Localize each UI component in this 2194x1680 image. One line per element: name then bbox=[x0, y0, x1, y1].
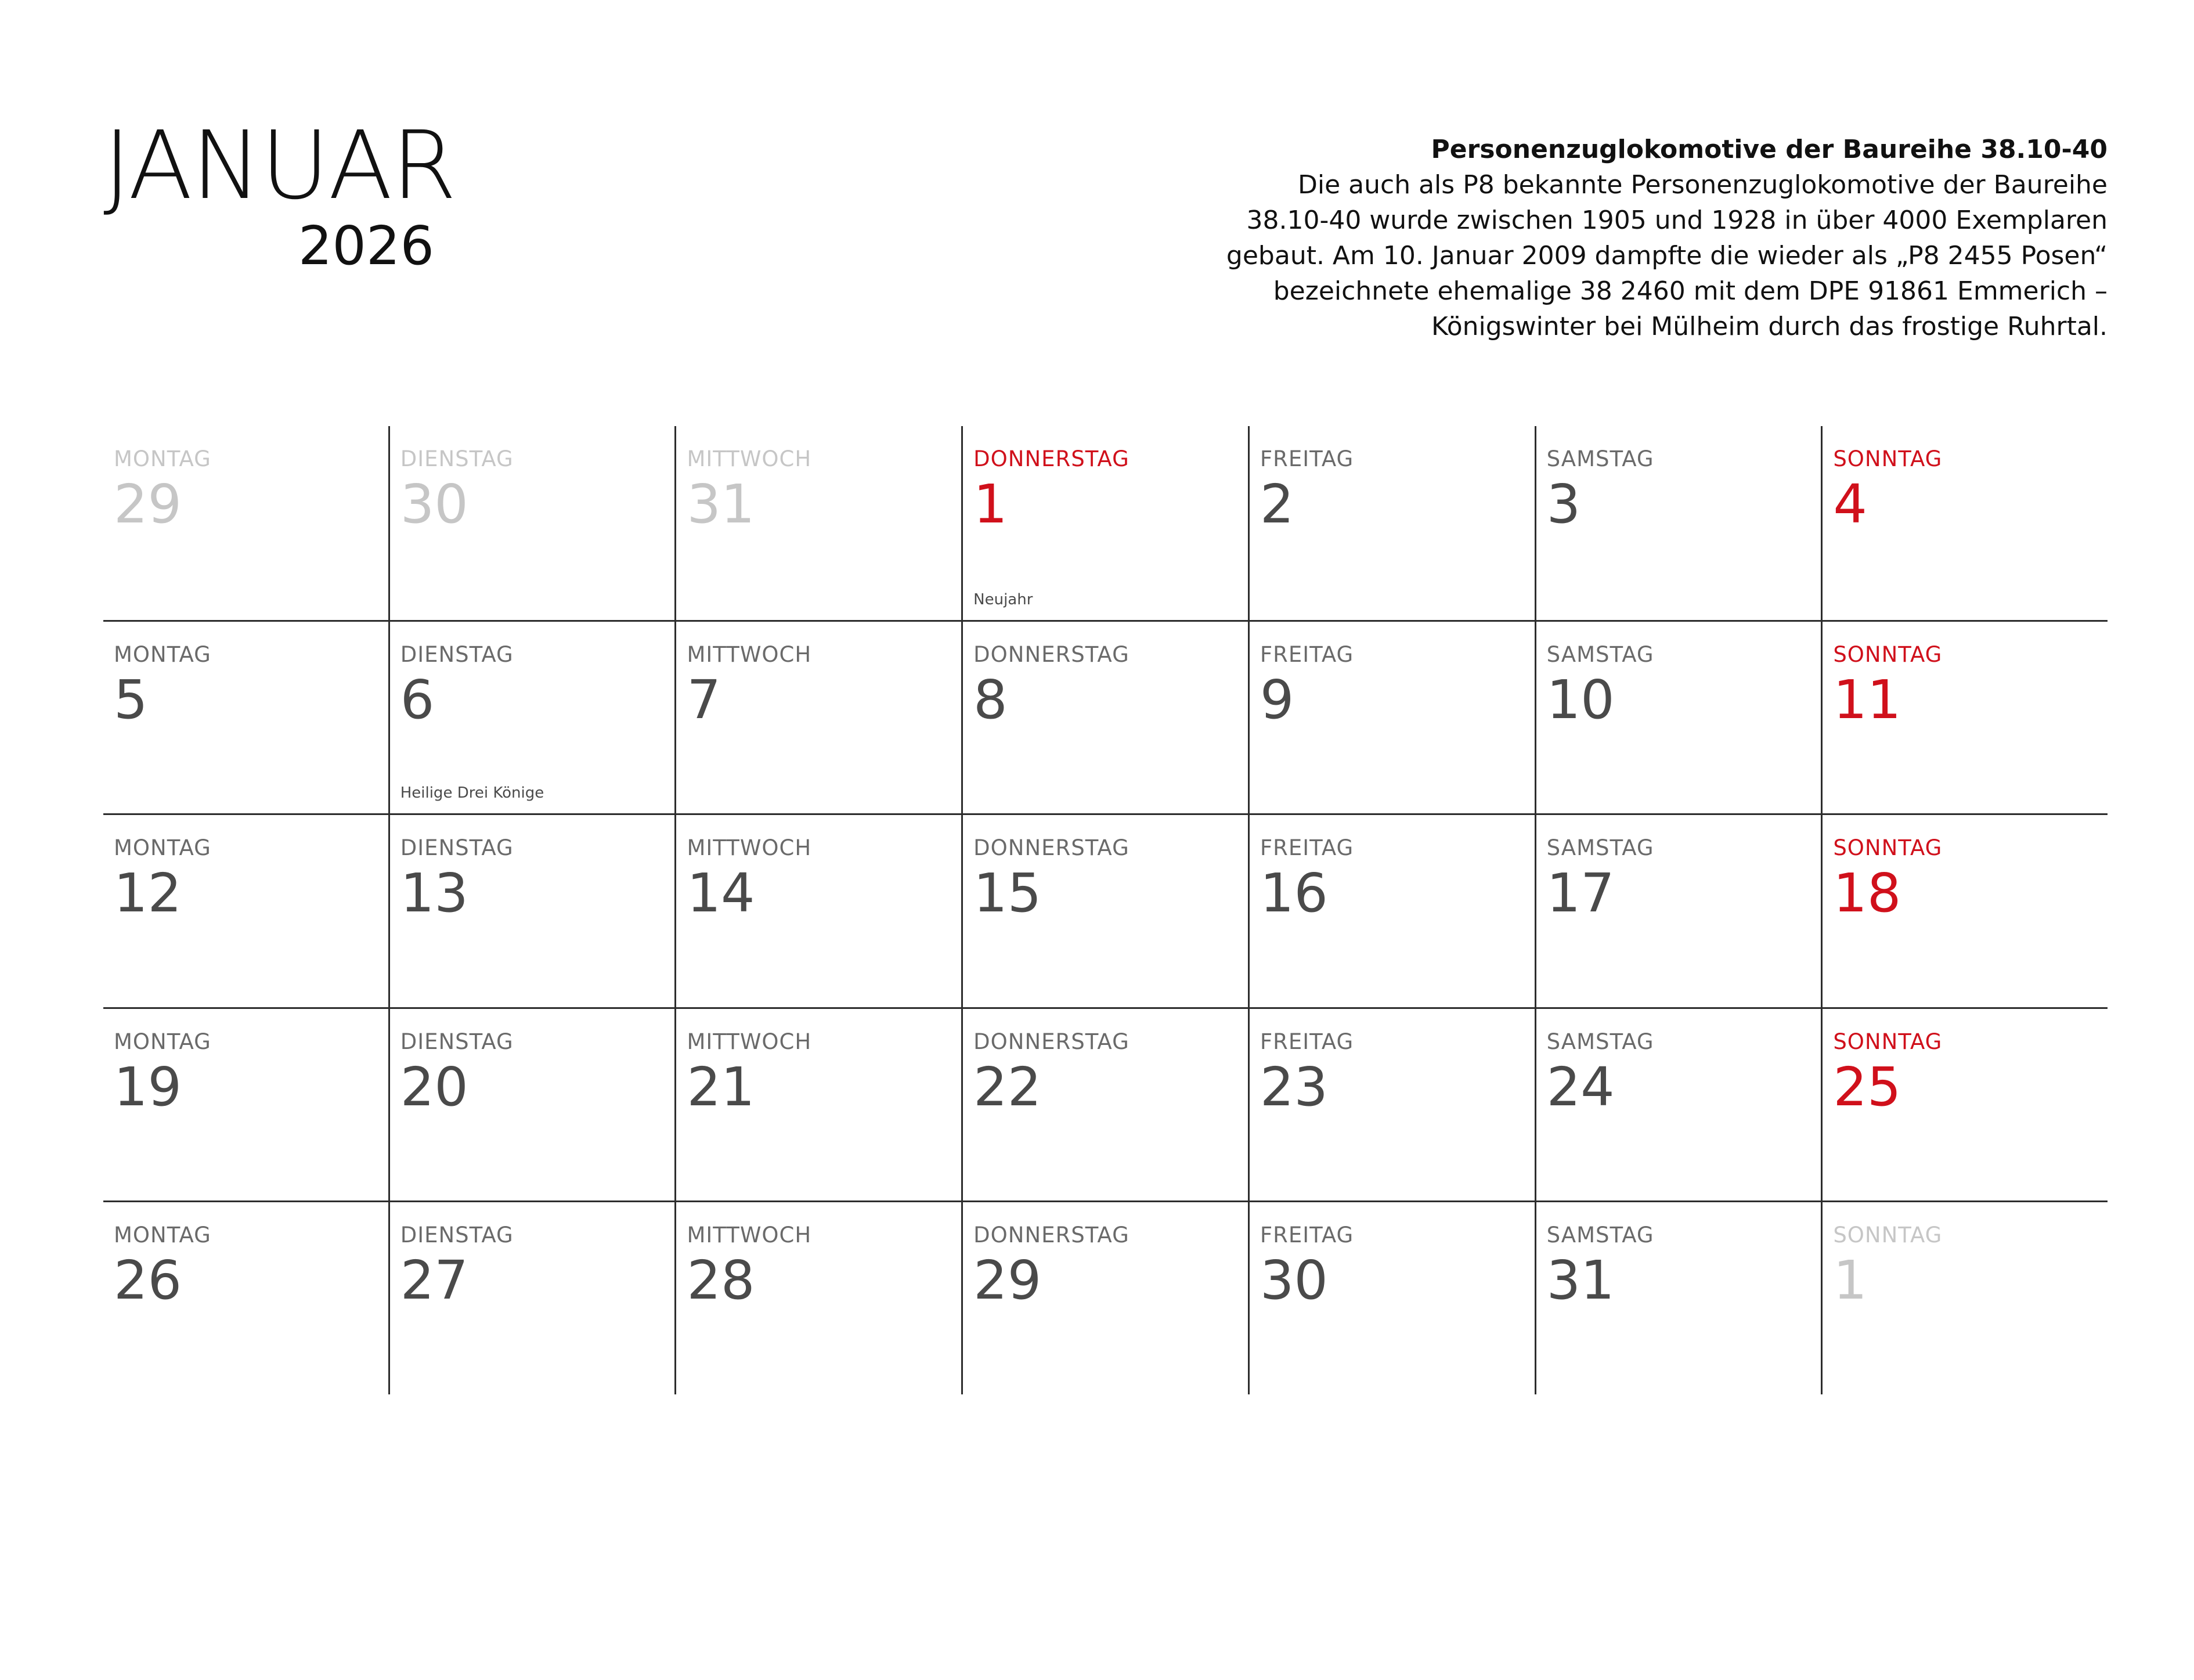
calendar-day-cell bbox=[103, 1202, 388, 1394]
calendar-day-cell bbox=[1535, 426, 1821, 620]
day-number: 4 bbox=[1833, 473, 1867, 535]
weekday-label: DONNERSTAG bbox=[973, 1029, 1130, 1054]
day-number: 2 bbox=[1260, 473, 1294, 535]
calendar-day-cell bbox=[1248, 1009, 1535, 1201]
weekday-label: DONNERSTAG bbox=[973, 446, 1130, 471]
day-number: 22 bbox=[973, 1055, 1042, 1118]
holiday-note: Heilige Drei Könige bbox=[400, 784, 544, 802]
day-number: 16 bbox=[1260, 862, 1328, 925]
weekday-label: SONNTAG bbox=[1833, 1223, 1943, 1248]
weekday-label: MITTWOCH bbox=[687, 641, 812, 667]
info-line: gebaut. Am 10. Januar 2009 dampfte die wieder als „P8 2455 Posen“ bbox=[1226, 241, 2108, 271]
day-number: 10 bbox=[1546, 668, 1615, 731]
year-label: 2026 bbox=[298, 215, 434, 277]
calendar-week-row bbox=[103, 1200, 2108, 1394]
weekday-label: MITTWOCH bbox=[687, 835, 812, 861]
weekday-label: MONTAG bbox=[114, 1029, 211, 1054]
day-number: 24 bbox=[1546, 1055, 1615, 1118]
calendar-day-cell bbox=[674, 1009, 961, 1201]
calendar-day-cell bbox=[961, 426, 1248, 620]
calendar-day-cell bbox=[1248, 815, 1535, 1007]
calendar-day-cell bbox=[1821, 1009, 2108, 1201]
day-number: 28 bbox=[687, 1249, 755, 1312]
calendar-day-cell bbox=[1821, 622, 2108, 814]
weekday-label: MITTWOCH bbox=[687, 1029, 812, 1054]
day-number: 26 bbox=[114, 1249, 182, 1312]
day-number: 1 bbox=[973, 473, 1008, 535]
weekday-label: SAMSTAG bbox=[1546, 1029, 1654, 1054]
calendar-day-cell bbox=[1821, 815, 2108, 1007]
weekday-label: MONTAG bbox=[114, 1223, 211, 1248]
day-number: 3 bbox=[1546, 473, 1581, 535]
weekday-label: DONNERSTAG bbox=[973, 835, 1130, 861]
weekday-label: DIENSTAG bbox=[400, 835, 514, 861]
calendar-day-cell bbox=[1248, 622, 1535, 814]
weekday-label: SAMSTAG bbox=[1546, 641, 1654, 667]
weekday-label: FREITAG bbox=[1260, 1223, 1354, 1248]
day-number: 30 bbox=[1260, 1249, 1328, 1312]
day-number: 11 bbox=[1833, 668, 1901, 731]
info-box bbox=[1179, 132, 2108, 344]
day-number: 23 bbox=[1260, 1055, 1328, 1118]
calendar-week-row bbox=[103, 813, 2108, 1007]
weekday-label: FREITAG bbox=[1260, 835, 1354, 861]
calendar-day-cell bbox=[388, 426, 675, 620]
weekday-label: SONNTAG bbox=[1833, 446, 1943, 471]
day-number: 31 bbox=[1546, 1249, 1615, 1312]
calendar-day-cell bbox=[103, 815, 388, 1007]
day-number: 13 bbox=[400, 862, 468, 925]
day-number: 29 bbox=[114, 473, 182, 535]
day-number: 21 bbox=[687, 1055, 755, 1118]
calendar-day-cell bbox=[1535, 622, 1821, 814]
day-number: 25 bbox=[1833, 1055, 1901, 1118]
calendar-day-cell bbox=[674, 815, 961, 1007]
calendar-day-cell bbox=[961, 1009, 1248, 1201]
day-number: 27 bbox=[400, 1249, 468, 1312]
weekday-label: SONNTAG bbox=[1833, 1029, 1943, 1054]
day-number: 20 bbox=[400, 1055, 468, 1118]
weekday-label: DIENSTAG bbox=[400, 446, 514, 471]
weekday-label: MONTAG bbox=[114, 641, 211, 667]
weekday-label: DONNERSTAG bbox=[973, 1223, 1130, 1248]
calendar-day-cell bbox=[1535, 1202, 1821, 1394]
day-number: 17 bbox=[1546, 862, 1615, 925]
calendar-week-row bbox=[103, 426, 2108, 620]
calendar-week-row bbox=[103, 1007, 2108, 1201]
holiday-note: Neujahr bbox=[973, 590, 1033, 608]
day-number: 6 bbox=[400, 668, 435, 731]
info-body bbox=[1179, 167, 2108, 344]
calendar-day-cell bbox=[1535, 1009, 1821, 1201]
day-number: 9 bbox=[1260, 668, 1294, 731]
calendar-grid bbox=[103, 426, 2108, 1394]
calendar-day-cell bbox=[1535, 815, 1821, 1007]
weekday-label: SAMSTAG bbox=[1546, 1223, 1654, 1248]
calendar-day-cell bbox=[674, 622, 961, 814]
info-line: Die auch als P8 bekannte Personenzuglokomotive der Baureihe bbox=[1298, 170, 2108, 200]
calendar-day-cell bbox=[388, 1009, 675, 1201]
weekday-label: MITTWOCH bbox=[687, 446, 812, 471]
day-number: 31 bbox=[687, 473, 755, 535]
calendar-day-cell bbox=[1821, 426, 2108, 620]
day-number: 15 bbox=[973, 862, 1042, 925]
weekday-label: SAMSTAG bbox=[1546, 835, 1654, 861]
weekday-label: DONNERSTAG bbox=[973, 641, 1130, 667]
weekday-label: DIENSTAG bbox=[400, 641, 514, 667]
weekday-label: SONNTAG bbox=[1833, 641, 1943, 667]
weekday-label: FREITAG bbox=[1260, 641, 1354, 667]
weekday-label: DIENSTAG bbox=[400, 1029, 514, 1054]
weekday-label: MITTWOCH bbox=[687, 1223, 812, 1248]
day-number: 30 bbox=[400, 473, 468, 535]
month-title: JANUAR bbox=[103, 111, 456, 221]
calendar-day-cell bbox=[961, 622, 1248, 814]
weekday-label: MONTAG bbox=[114, 446, 211, 471]
info-line: 38.10-40 wurde zwischen 1905 und 1928 in über 4000 Exemplaren bbox=[1246, 206, 2108, 235]
weekday-label: MONTAG bbox=[114, 835, 211, 861]
info-line: Königswinter bei Mülheim durch das frostige Ruhrtal. bbox=[1431, 312, 2108, 341]
calendar-day-cell bbox=[674, 1202, 961, 1394]
weekday-label: SAMSTAG bbox=[1546, 446, 1654, 471]
day-number: 8 bbox=[973, 668, 1008, 731]
calendar-day-cell bbox=[103, 1009, 388, 1201]
day-number: 5 bbox=[114, 668, 148, 731]
calendar-day-cell bbox=[1248, 1202, 1535, 1394]
info-title: Personenzuglokomotive der Baureihe 38.10-40 bbox=[1431, 135, 2108, 164]
calendar-day-cell bbox=[388, 815, 675, 1007]
calendar-day-cell bbox=[674, 426, 961, 620]
weekday-label: FREITAG bbox=[1260, 446, 1354, 471]
calendar-day-cell bbox=[1248, 426, 1535, 620]
calendar-day-cell bbox=[388, 1202, 675, 1394]
calendar-day-cell bbox=[388, 622, 675, 814]
calendar-day-cell bbox=[103, 426, 388, 620]
day-number: 19 bbox=[114, 1055, 182, 1118]
calendar-week-row bbox=[103, 620, 2108, 814]
calendar-day-cell bbox=[961, 815, 1248, 1007]
day-number: 14 bbox=[687, 862, 755, 925]
weekday-label: DIENSTAG bbox=[400, 1223, 514, 1248]
calendar-day-cell bbox=[103, 622, 388, 814]
calendar-day-cell bbox=[961, 1202, 1248, 1394]
weekday-label: SONNTAG bbox=[1833, 835, 1943, 861]
day-number: 18 bbox=[1833, 862, 1901, 925]
day-number: 12 bbox=[114, 862, 182, 925]
calendar-day-cell bbox=[1821, 1202, 2108, 1394]
day-number: 7 bbox=[687, 668, 721, 731]
day-number: 1 bbox=[1833, 1249, 1867, 1312]
weekday-label: FREITAG bbox=[1260, 1029, 1354, 1054]
day-number: 29 bbox=[973, 1249, 1042, 1312]
info-line: bezeichnete ehemalige 38 2460 mit dem DPE 91861 Emmerich – bbox=[1273, 276, 2108, 306]
